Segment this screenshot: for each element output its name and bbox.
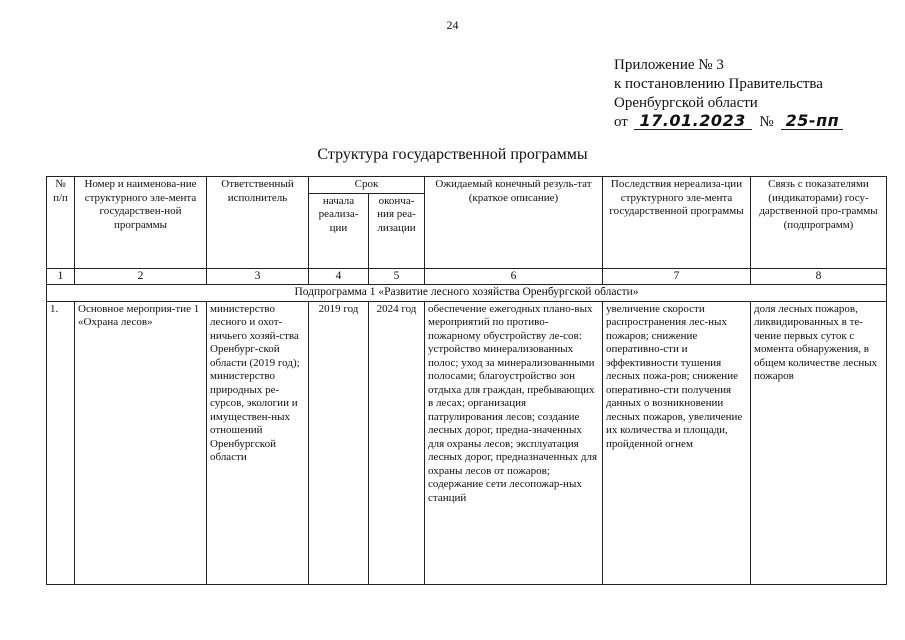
handwritten-date: 17.01.2023	[634, 113, 752, 130]
row-start: 2019 год	[309, 301, 369, 584]
column-number: 1	[47, 268, 75, 285]
subprogram-row	[47, 285, 887, 302]
appendix-title: Приложение № 3	[614, 57, 724, 73]
header-start: начала реализа-ции	[309, 193, 369, 268]
row-result: обеспечение ежегодных плано-вых мероприятий по противо-пожарному обустройству ле-сов: устройство минерализованных полос; уход за минерализованными полосами; благоустройство зон отдыха для граждан, пребывающих в лесах; организация патрулирования лесов; создание лесных дорог, предна-значенных для охраны лесов; эксплуатация лесных дорог, предназначенных для охраны лесов от пожаров; содержание сети лесопожар-ных станций	[425, 301, 603, 584]
from-label: от	[614, 114, 628, 130]
column-number: 8	[751, 268, 887, 285]
row-executor: министерство лесного и охот-ничьего хозяй-ства Оренбург-ской области (2019 год); министерство природных ре-сурсов, экологии и имуществен-ных отношений Оренбургской области	[207, 301, 309, 584]
column-number: 5	[369, 268, 425, 285]
column-number: 7	[603, 268, 751, 285]
column-numbers-row	[47, 268, 887, 285]
appendix-date-line	[614, 113, 843, 132]
row-indicators: доля лесных пожаров, ликвидированных в те-чение первых суток с момента обнаружения, в общем количестве лесных пожаров	[751, 301, 887, 584]
column-number: 4	[309, 268, 369, 285]
header-num: № п/п	[47, 177, 75, 269]
page-number: 24	[446, 18, 459, 32]
column-number: 2	[75, 268, 207, 285]
row-num: 1.	[47, 301, 75, 584]
subprogram-title: Подпрограмма 1 «Развитие лесного хозяйства Оренбургской области»	[47, 285, 887, 302]
appendix-region-line: Оренбургской области	[614, 95, 758, 111]
appendix-block	[614, 56, 843, 132]
header-result: Ожидаемый конечный резуль-тат (краткое описание)	[425, 177, 603, 269]
header-name: Номер и наименова-ние структурного эле-мента государствен-ной программы	[75, 177, 207, 269]
header-end: оконча-ния реа-лизации	[369, 193, 425, 268]
handwritten-number: 25-пп	[781, 113, 843, 130]
column-number: 3	[207, 268, 309, 285]
header-executor: Ответственный исполнитель	[207, 177, 309, 269]
document-title: Структура государственной программы	[317, 146, 588, 163]
header-term: Срок	[309, 177, 425, 194]
row-consequences: увеличение скорости распространения лес-ных пожаров; снижение оперативно-сти и эффективности тушения лесных пожа-ров; снижение оперативно-сти получения данных о возникновении лесных пожаров, увеличение их количества и площади, пройденной огнем	[603, 301, 751, 584]
column-number: 6	[425, 268, 603, 285]
header-indicators: Связь с показателями (индикаторами) госу-дарственной про-граммы (подпрограмм)	[751, 177, 887, 269]
program-structure-table	[46, 176, 887, 585]
number-label: №	[759, 114, 774, 130]
header-row	[47, 177, 887, 194]
header-consequences: Последствия нереализа-ции структурного эле-мента государственной программы	[603, 177, 751, 269]
appendix-decree-line: к постановлению Правительства	[614, 76, 823, 92]
row-name: Основное мероприя-тие 1 «Охрана лесов»	[75, 301, 207, 584]
row-end: 2024 год	[369, 301, 425, 584]
table-row	[47, 301, 887, 584]
